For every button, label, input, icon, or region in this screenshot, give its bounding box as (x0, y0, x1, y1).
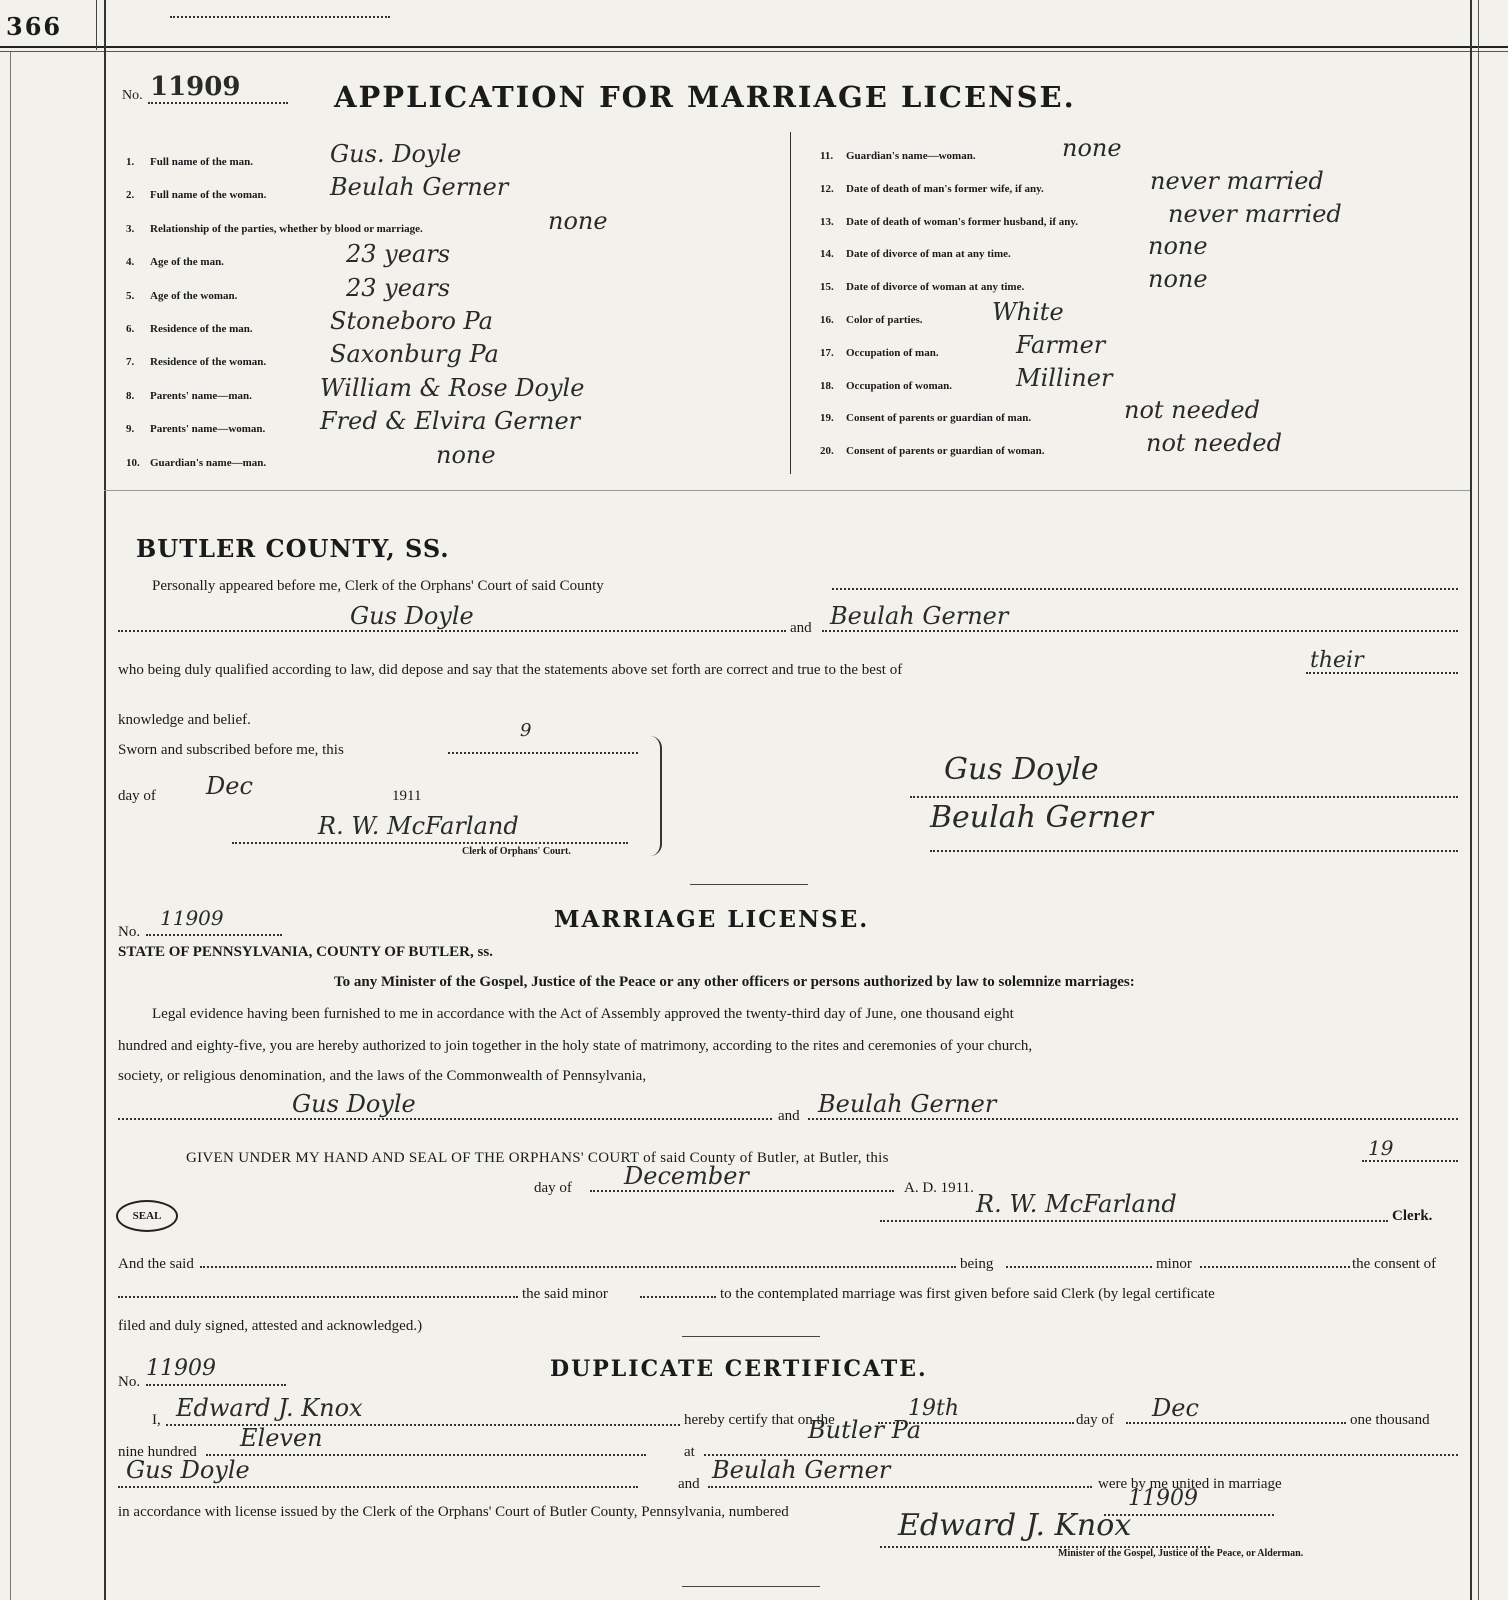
license-state-line: STATE OF PENNSYLVANIA, COUNTY OF BUTLER, ss. (118, 944, 493, 960)
affidavit-heading: BUTLER COUNTY, SS. (136, 534, 450, 563)
field-label: Guardian's name—man. (150, 456, 267, 469)
section-divider-3 (682, 1336, 820, 1337)
license-minor-g: filed and duly signed, attested and acknowledged.) (118, 1318, 423, 1334)
field-number: 7. (126, 356, 135, 369)
field-number: 16. (820, 314, 834, 326)
affidavit-line2: who being duly qualified according to law, did depose and say that the statements above set forth are correct and true to the best of (118, 662, 903, 678)
field-label: Parents' name—man. (150, 389, 252, 402)
certificate-certify: hereby certify that on the (684, 1412, 835, 1428)
field-label: Parents' name—woman. (150, 423, 266, 436)
affidavit-day-of: day of (118, 788, 156, 804)
field-label: Occupation of woman. (846, 379, 953, 392)
field-label: Full name of the man. (150, 156, 253, 168)
field-number: 15. (820, 281, 834, 294)
certificate-at: at (684, 1444, 695, 1460)
certificate-day: 19th (908, 1396, 960, 1421)
field-value: none (1148, 265, 1208, 294)
field-label: Relationship of the parties, whether by blood or marriage. (150, 222, 423, 235)
field-value: William & Rose Doyle (320, 373, 585, 402)
application-number-prefix: No. (122, 88, 143, 103)
affidavit-woman-name: Beulah Gerner (830, 602, 1009, 630)
affidavit-line1: Personally appeared before me, Clerk of the Orphans' Court of said County (152, 578, 604, 594)
field-value: 23 years (346, 240, 451, 269)
certificate-day-of: day of (1076, 1412, 1114, 1428)
license-minor-d: the consent of (1352, 1256, 1437, 1272)
field-number: 6. (126, 323, 135, 335)
application-column-divider (790, 132, 791, 474)
affidavit-sig-woman-line (930, 836, 1458, 852)
application-number: 11909 (150, 72, 241, 102)
affidavit-line1-dots (832, 574, 1458, 590)
license-minor-line-a (200, 1252, 956, 1268)
field-value: none (1062, 134, 1122, 162)
field-number: 8. (126, 389, 135, 402)
affidavit-line3: knowledge and belief. (118, 712, 251, 728)
affidavit-and: and (790, 620, 812, 636)
affidavit-sworn-line (448, 738, 638, 754)
field-label: Color of parties. (846, 314, 923, 326)
certificate-license-number: 11909 (1128, 1486, 1198, 1511)
certificate-man-name: Gus Doyle (126, 1456, 250, 1484)
affidavit-sworn-day: 9 (520, 720, 532, 741)
certificate-and: and (678, 1476, 700, 1492)
affidavit-clerk-signature: R. W. McFarland (318, 812, 519, 840)
license-minor-c: minor (1156, 1256, 1192, 1272)
license-minor-line-e (640, 1282, 716, 1298)
license-and: and (778, 1108, 800, 1124)
field-number: 2. (126, 189, 135, 202)
field-number: 13. (820, 215, 834, 228)
license-day-of: day of (534, 1180, 572, 1196)
seal-stamp: SEAL (116, 1200, 178, 1232)
license-title: MARRIAGE LICENSE. (554, 906, 870, 933)
field-number: 17. (820, 346, 834, 359)
field-label: Date of divorce of woman at any time. (846, 281, 1025, 294)
field-value: Fred & Elvira Gerner (320, 407, 581, 436)
license-minor-a: And the said (118, 1256, 194, 1272)
field-value: Milliner (1016, 363, 1113, 392)
certificate-united: were by me united in marriage (1098, 1476, 1282, 1492)
certificate-number: 11909 (146, 1356, 216, 1381)
affidavit-brace (640, 736, 662, 856)
certificate-officiant-signature: Edward J. Knox (898, 1508, 1132, 1543)
affidavit-month-line (170, 0, 390, 18)
affidavit-their: their (1310, 648, 1364, 673)
affidavit-clerk-label: Clerk of Orphans' Court. (462, 846, 571, 857)
frame-rule-top-inner (0, 51, 1508, 52)
field-number: 9. (126, 423, 135, 436)
field-number: 12. (820, 182, 834, 195)
field-number: 19. (820, 412, 834, 425)
certificate-officiant: Edward J. Knox (176, 1394, 363, 1422)
certificate-nine-hundred: nine hundred (118, 1444, 197, 1460)
certificate-one-thousand: one thousand (1350, 1412, 1430, 1428)
certificate-officiant-label: Minister of the Gospel, Justice of the Peace, or Alderman. (1058, 1548, 1304, 1559)
frame-rule-left-outer (10, 52, 11, 1600)
field-number: 14. (820, 248, 834, 261)
certificate-signature-line (880, 1538, 1210, 1548)
field-number: 4. (126, 256, 135, 269)
field-value: never married (1150, 166, 1324, 195)
field-value: none (1148, 232, 1208, 261)
certificate-month: Dec (1152, 1394, 1199, 1422)
license-minor-b: being (960, 1256, 994, 1272)
field-value: Beulah Gerner (330, 173, 509, 202)
field-value: Saxonburg Pa (330, 340, 499, 369)
license-to-line: To any Minister of the Gospel, Justice of the Peace or any other officers or persons authorized by law to solemnize marriages: (334, 974, 1135, 990)
section-divider-2 (690, 884, 808, 885)
field-value: none (436, 440, 496, 469)
field-label: Age of the man. (150, 256, 224, 269)
field-label: Age of the woman. (150, 289, 238, 302)
field-label: Residence of the woman. (150, 356, 267, 369)
license-minor-f: to the contemplated marriage was first given before said Clerk (by legal certificate (720, 1286, 1215, 1302)
page-number: 366 (6, 12, 63, 41)
license-p1: Legal evidence having been furnished to me in accordance with the Act of Assembly approved the twenty-third day of June, one thousand eight (152, 1006, 1014, 1022)
license-month: December (624, 1162, 749, 1190)
field-value: not needed (1146, 429, 1282, 458)
field-label: Residence of the man. (150, 323, 253, 335)
license-number-prefix: No. (118, 924, 141, 940)
license-minor-line-c (1200, 1252, 1350, 1268)
field-label: Guardian's name—woman. (846, 150, 976, 162)
field-label: Date of divorce of man at any time. (846, 248, 1011, 261)
affidavit-year: 1911 (392, 788, 422, 804)
field-label: Full name of the woman. (150, 189, 267, 202)
frame-rule-left-tab (96, 0, 97, 50)
license-man-line (118, 1102, 772, 1120)
affidavit-signature-man: Gus Doyle (944, 752, 1099, 787)
application-title: APPLICATION FOR MARRIAGE LICENSE. (334, 80, 1076, 114)
field-value: 23 years (346, 273, 451, 302)
field-label: Occupation of man. (846, 346, 939, 359)
license-p2: hundred and eighty-five, you are hereby authorized to join together in the holy state of matrimony, according to the rites and ceremonies of your church, (118, 1038, 1033, 1054)
frame-rule-right (1470, 0, 1472, 1600)
affidavit-month: Dec (206, 772, 253, 800)
field-label: Date of death of woman's former husband, if any. (846, 215, 1079, 228)
certificate-woman-name: Beulah Gerner (712, 1456, 891, 1484)
license-ad: A. D. 1911. (904, 1180, 974, 1196)
certificate-place: Butler Pa (808, 1416, 922, 1444)
certificate-accordance: in accordance with license issued by the Clerk of the Orphans' Court of Butler County, Pennsylvania, numbered (118, 1504, 789, 1520)
license-given: GIVEN UNDER MY HAND AND SEAL OF THE ORPHANS' COURT of said County of Butler, at Butler, this (186, 1150, 889, 1166)
field-value: not needed (1124, 396, 1260, 425)
license-woman-name: Beulah Gerner (818, 1090, 997, 1118)
field-number: 3. (126, 222, 135, 235)
certificate-title: DUPLICATE CERTIFICATE. (550, 1356, 928, 1382)
field-number: 18. (820, 379, 834, 392)
field-value: none (548, 206, 608, 235)
certificate-i: I, (152, 1412, 161, 1428)
license-man-name: Gus Doyle (292, 1090, 416, 1118)
field-number: 5. (126, 289, 135, 302)
license-minor-line-d (118, 1282, 518, 1298)
affidavit-sworn: Sworn and subscribed before me, this (118, 742, 344, 758)
license-clerk-word: Clerk. (1392, 1208, 1433, 1224)
field-value: Gus. Doyle (330, 140, 462, 168)
field-value: White (992, 298, 1064, 326)
frame-rule-left (104, 0, 106, 1600)
affidavit-signature-woman: Beulah Gerner (930, 800, 1153, 835)
certificate-number-prefix: No. (118, 1374, 141, 1390)
field-number: 10. (126, 456, 140, 469)
field-number: 20. (820, 445, 834, 458)
affidavit-man-name: Gus Doyle (350, 602, 474, 630)
license-p3: society, or religious denomination, and the laws of the Commonwealth of Pennsylvania, (118, 1068, 647, 1084)
field-value: never married (1168, 199, 1342, 228)
field-label: Consent of parents or guardian of woman. (846, 445, 1045, 458)
section-divider-1 (104, 490, 1470, 491)
license-minor-line-b (1006, 1252, 1152, 1268)
license-given-day: 19 (1368, 1136, 1394, 1160)
license-number: 11909 (160, 906, 224, 930)
field-label: Date of death of man's former wife, if any. (846, 182, 1044, 195)
frame-rule-top (0, 46, 1508, 48)
field-label: Consent of parents or guardian of man. (846, 412, 1032, 425)
license-minor-e: the said minor (522, 1286, 608, 1302)
field-value: Farmer (1016, 330, 1106, 359)
section-divider-4 (682, 1586, 820, 1587)
field-number: 11. (820, 150, 834, 162)
field-number: 1. (126, 156, 135, 168)
license-clerk-signature: R. W. McFarland (976, 1190, 1177, 1218)
frame-rule-right-outer (1478, 0, 1479, 1600)
field-value: Stoneboro Pa (330, 307, 493, 335)
certificate-year-words: Eleven (240, 1424, 323, 1452)
